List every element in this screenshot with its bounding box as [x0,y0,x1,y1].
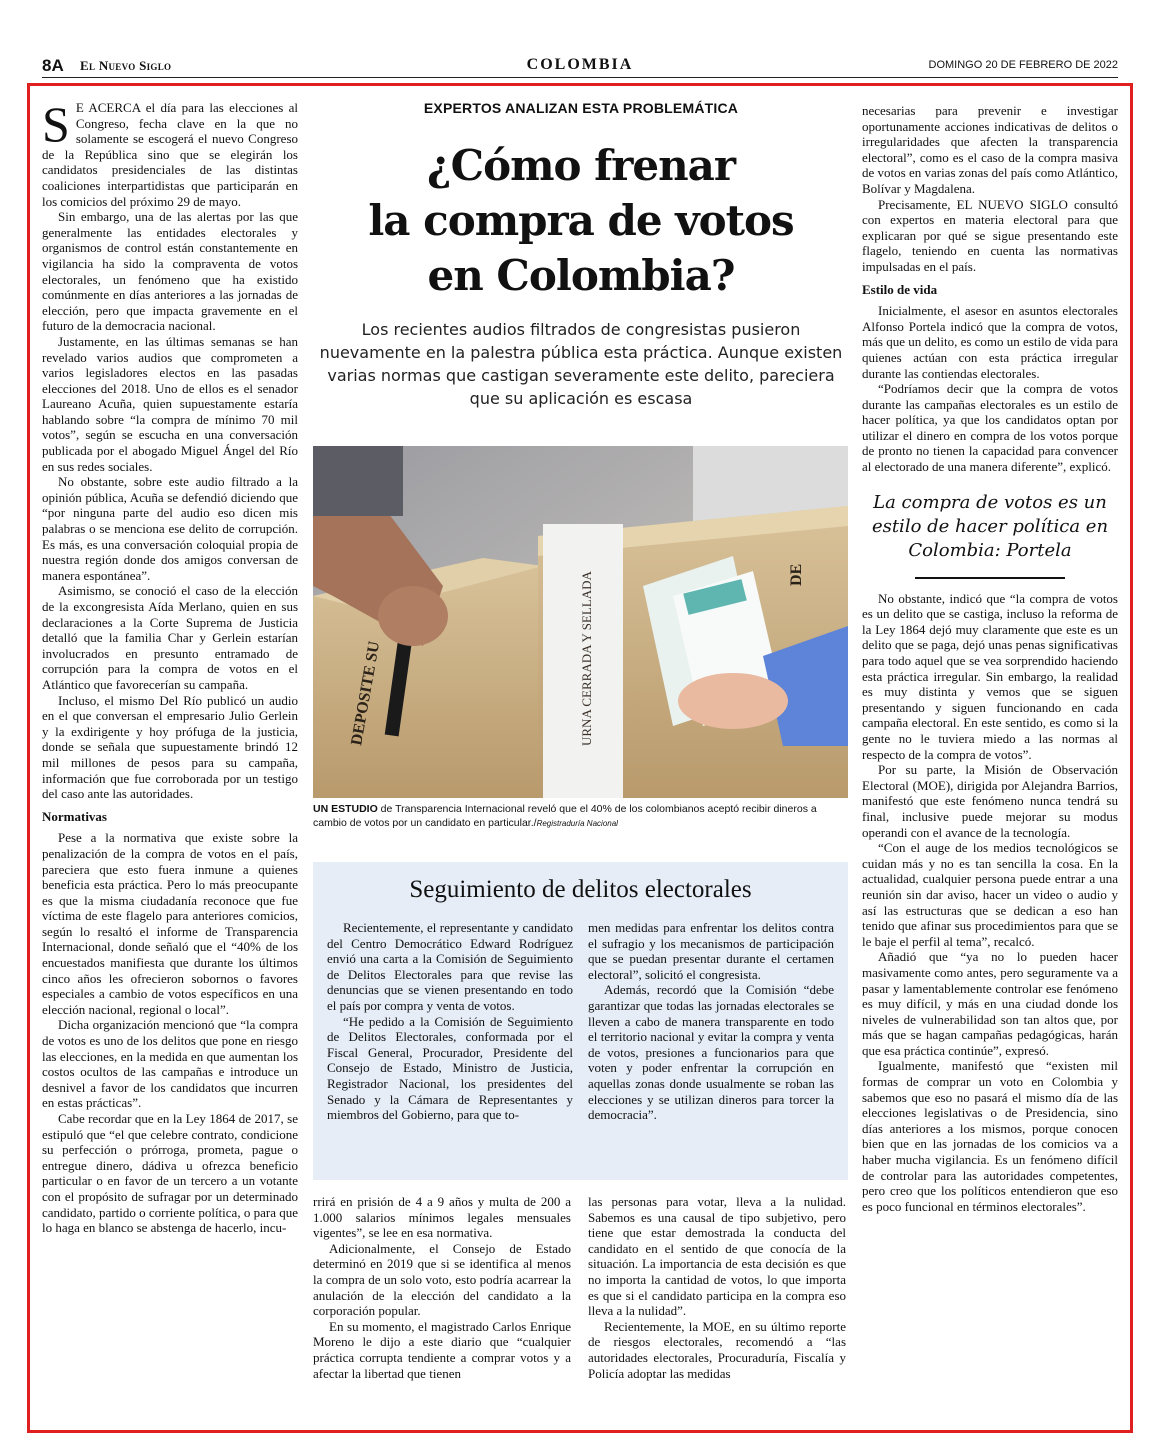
sidebar-title: Seguimiento de delitos electorales [409,876,752,903]
page-number: 8A [42,56,64,75]
subheading-normativas: Normativas [42,808,107,824]
article-paragraph: No obstante, sobre este audio filtrado a la opinión pública, Acuña se defendió diciendo que “por ninguna parte del audio eso dicen mis palabras o se menciona ese delito de corrupción. Es más, es una conversación coloquial propia de nuestra región donde dos amigos conversan de manera espontánea”. [42,474,298,583]
issue-date: DOMINGO 20 DE FEBRERO DE 2022 [928,59,1118,71]
article-paragraph: Igualmente, manifestó que “existen mil formas de comprar un voto en Colombia y sabemos que eso no pasará el mismo día de las elecciones legislativas o de Presidencia, sino días anteriores a los mismos, porque conocen bien que en las jornadas de los comicios va a haber mucha vigilancia. Es un fenómeno difícil de controlar para las autoridades competentes, pero creo que los políticos entendieron que eso es poco funcional en términos electorales”. [862,1058,1118,1214]
pull-quote-rule [915,577,1065,579]
article-paragraph: Cabe recordar que en la Ley 1864 de 2017, se estipuló que “el que celebre contrato, condicione su perfección o prórroga, prometa, pague o entregue dinero, dádiva u ofrezca beneficio particular o en favor de un tercero a un votante con el propósito de sufragar por un determinado candidato, partido o corriente política, o para que lo haga en blanco se abstenga de hacerlo, incu- [42,1111,298,1236]
article-paragraph: Incluso, el mismo Del Río publicó un audio en el que conversan el empresario Julio Gerlein y la exdirigente y hoy prófuga de la justicia, donde se señala que supuestamente brindó 12 mil millones de pesos para su campaña, información que fue corroborada por un testigo del caso ante las autoridades. [42,692,298,802]
masthead-rule [42,77,1118,78]
pull-quote: La compra de votos es un estilo de hacer política en Colombia: Portela [871,491,1109,561]
sidebar-paragraph: men medidas para enfrentar los delitos contra el sufragio y los mecanismos de participación que se puedan presentar durante el certamen electoral”, solicitó el congresista. [588,920,834,982]
article-headline [316,138,846,303]
headline-line: ¿Cómo frenar [427,141,735,190]
article-paragraph: las personas para votar, lleva a la nulidad. Sabemos es una causal de tipo subjetivo, pero tiene que estar demostrada la conducta del candidato en el sentido de que conocía de la situación. La importancia de esta decisión es que no importa la cantidad de votos, lo que importa es que si el candidato participa en la compra eso lleva a la nulidad”. [588,1194,846,1319]
article-column-4 [862,103,1118,1214]
article-paragraph: Añadió que “ya no lo pueden hacer masivamente como antes, pero seguramente va a pasar y lamentablemente controlar ese fenómeno es muy difícil, y más en una ciudad donde los niveles de vulnerabilidad son tan altos que, por más que se hagan campañas pedagógicas, harán que esa práctica continúe”, expresó. [862,949,1118,1058]
article-column-1 [42,96,298,1236]
photo-credit: Registraduría Nacional [536,819,618,828]
article-paragraph: Sin embargo, una de las alertas por las que generalmente las entidades electorales y organismos de control están constantemente en vigilancia ha sido la compraventa de votos electorales, un fenómeno que ha existido comúnmente en días anteriores a las jornadas de elección, pero que impacta gravemente en el futuro de la democracia nacional. [42,209,298,334]
article-paragraph: Inicialmente, el asesor en asuntos electorales Alfonso Portela indicó que la compra de votos, más que un delito, es como un estilo de vida para quienes actúan con esta práctica irregular durante las contiendas electorales. [862,303,1118,381]
newspaper-name: El Nuevo Siglo [80,58,172,73]
article-paragraph: Por su parte, la Misión de Observación Electoral (MOE), dirigida por Alejandra Barrios, manifestó que este fenómeno nunca tendrá su final, inclusive puede mejorar su modus operandi con el avance de la tecnología. [862,762,1118,840]
article-column-2-bottom [313,1194,571,1381]
sidebar-column-1 [327,920,573,1123]
article-paragraph: Dicha organización mencionó que “la compra de votos es uno de los delitos que pone en riesgo las elecciones, en la medida en que aumentan los costos ocultos de las campañas e introduce un desnivel a favor de los candidatos que incurren en estas prácticas”. [42,1017,298,1111]
article-paragraph: necesarias para prevenir e investigar oportunamente acciones indicativas de delitos o irregularidades que afecten la transparencia electoral”, como es el caso de la compra masiva de votos en varias zonas del país como Atlántico, Bolívar y Magdalena. [862,103,1118,196]
article-paragraph: Justamente, en las últimas semanas se han revelado varios audios que comprometen a varios legisladores electos en las pasadas elecciones del 2018. Uno de ellos es el senador Laureano Acuña, quien supuestamente estaría hablando sobre “la compra de mínimo 70 mil votos”, según se escucha en una conversación publicada por el abogado Miguel Ángel del Río en sus redes sociales. [42,333,298,474]
dropcap: S [42,96,70,152]
caption-text: de Transparencia Internacional reveló que el 40% de los colombianos aceptó recibir dineros a cambio de votos por un candidato en particular./ [313,803,817,829]
box-label-left: DEPOSITE SU [348,639,384,747]
article-paragraph: S E ACERCA el día para las elecciones al Congreso, fecha clave en la que no solamente se escogerá el nuevo Congreso de la República sino que se elegirán los candidatos presidenciales de las distintas coaliciones interpartidistas que participarán en los comicios del próximo 29 de mayo. [42,96,298,209]
section-title: COLOMBIA [526,56,634,73]
article-paragraph: Asimismo, se conoció el caso de la elección de la excongresista Aída Merlano, quien en sus declaraciones a la Corte Suprema de Justicia detalló que la familia Char y Gerlein estarían involucrados en presunto entramado de corrupción para la compra de votos en el Atlántico que favorecerían su campaña. [42,583,298,692]
article-paragraph: Precisamente, EL NUEVO SIGLO consultó con expertos en materia electoral para que explicaran por qué se sigue presentando este flagelo, teniendo en cuenta las normativas impulsadas en el país. [862,196,1118,274]
article-paragraph: Adicionalmente, el Consejo de Estado determinó en 2019 que si se identifica al menos la compra de un solo voto, esto podría acarrear la anulación de la elección del candidato a la corporación popular. [313,1240,571,1319]
article-paragraph: No obstante, indicó que “la compra de votos es un delito que se castiga, incluso la reforma de la Ley 1864 dejó muy claramente que este es un delito que se paga, dejó unas penas significativas para todo aquel que se vea sorprendido haciendo esta práctica irregular. Sin embargo, la realidad es muy distinta y vemos que se siguen presentando y siguen funcionando en cada campaña electoral. En este sentido, es como si la gente no le tuviera miedo a las normas al respecto de la compra de votos”. [862,590,1118,762]
box-label-right: URNA CERRADA Y SELLADA [579,571,594,746]
box-label-far: DE [788,563,805,586]
article-kicker: EXPERTOS ANALIZAN ESTA PROBLEMÁTICA [423,100,739,116]
article-paragraph: Recientemente, la MOE, en su último reporte de riesgos electorales, recomendó a “las autoridades electorales, Procuraduría, Fiscalía y Policía adoptar las medidas [588,1318,846,1381]
headline-line: la compra de votos [368,196,794,245]
sidebar-paragraph: “He pedido a la Comisión de Seguimiento de Delitos Electorales, conformada por el Fiscal General, Procurador, Presidente del Consejo de Estado, Ministro de Justicia, Registrador Nacional, los presidentes del Senado y la Cámara de Representantes y miembros del Gobierno, para que to- [327,1013,573,1123]
subheading-estilo-de-vida: Estilo de vida [862,281,938,297]
sidebar-paragraph: Además, recordó que la Comisión “debe garantizar que todas las jornadas electorales se lleven a cabo de manera transparente en todo el territorio nacional y evitar la compra y venta de votos, presiones a funcionarios para que voten y poder enfrentar la corrupción en aquellas zonas donde usualmente se roban las elecciones y se utilizan dineros para torcer la democracia”. [588,982,834,1123]
sidebar-paragraph: Recientemente, el representante y candidato del Centro Democrático Edward Rodríguez envió una carta a la Comisión de Seguimiento de Delitos Electorales para que revise las denuncias que se vienen presentando en todo el país por compra y venta de votos. [327,920,573,1013]
ballot-box-photo [313,446,848,798]
article-paragraph: En su momento, el magistrado Carlos Enrique Moreno le dijo a este diario que “cualquier práctica corrupta tendiente a comprar votos y a afectar la libertad que tienen [313,1318,571,1381]
sidebar-box [313,862,848,1180]
headline-line: en Colombia? [427,251,735,300]
article-paragraph: “Con el auge de los medios tecnológicos se cuidan más y no es tan sencilla la cosa. En la actualidad, cualquier persona puede entrar a una reunión sin dar aviso, hacer un video o audio y así las estructuras que se dedican a eso han tenido que afinar sus procedimientos para que se le baje el perfil al tema”, recalcó. [862,840,1118,949]
article-deck: Los recientes audios filtrados de congresistas pusieron nuevamente en la palestra pública esta práctica. Aunque existen varias normas que castigan severamente este delito, pareciera que su aplicación es escasa [319,320,843,408]
caption-lead: UN ESTUDIO [313,803,378,815]
article-paragraph: “Podríamos decir que la compra de votos durante las campañas electorales es un estilo de hacer política, ya que los candidatos optan por utilizar el dinero en compra de los votos porque de pronto no tienen la capacidad para convencer al electorado de una manera diferente”, explicó. [862,381,1118,475]
article-paragraph: Pese a la normativa que existe sobre la penalización de la compra de votos en el país, pareciera que esto fuera inmune a quienes beneficia esta práctica. Pero lo más preocupante es que la misma ciudadanía reconoce que fue víctima de este flagelo para anteriores comicios, según lo resaltó el informe de Transparencia Internacional, donde señaló que el “40% de los encuestados manifiesta que durante los últimos cinco años les ofrecieron sobornos o favores especiales a cambio de votos específicos en una elección nacional, regional o local”. [42,830,298,1017]
photo-caption [313,802,848,831]
article-paragraph: rrirá en prisión de 4 a 9 años y multa de 200 a 1.000 salarios mínimos legales mensuales vigentes”, se lee en esa normativa. [313,1194,571,1241]
article-column-3-bottom [588,1194,846,1381]
sidebar-column-2 [588,920,834,1123]
masthead [42,56,1118,78]
